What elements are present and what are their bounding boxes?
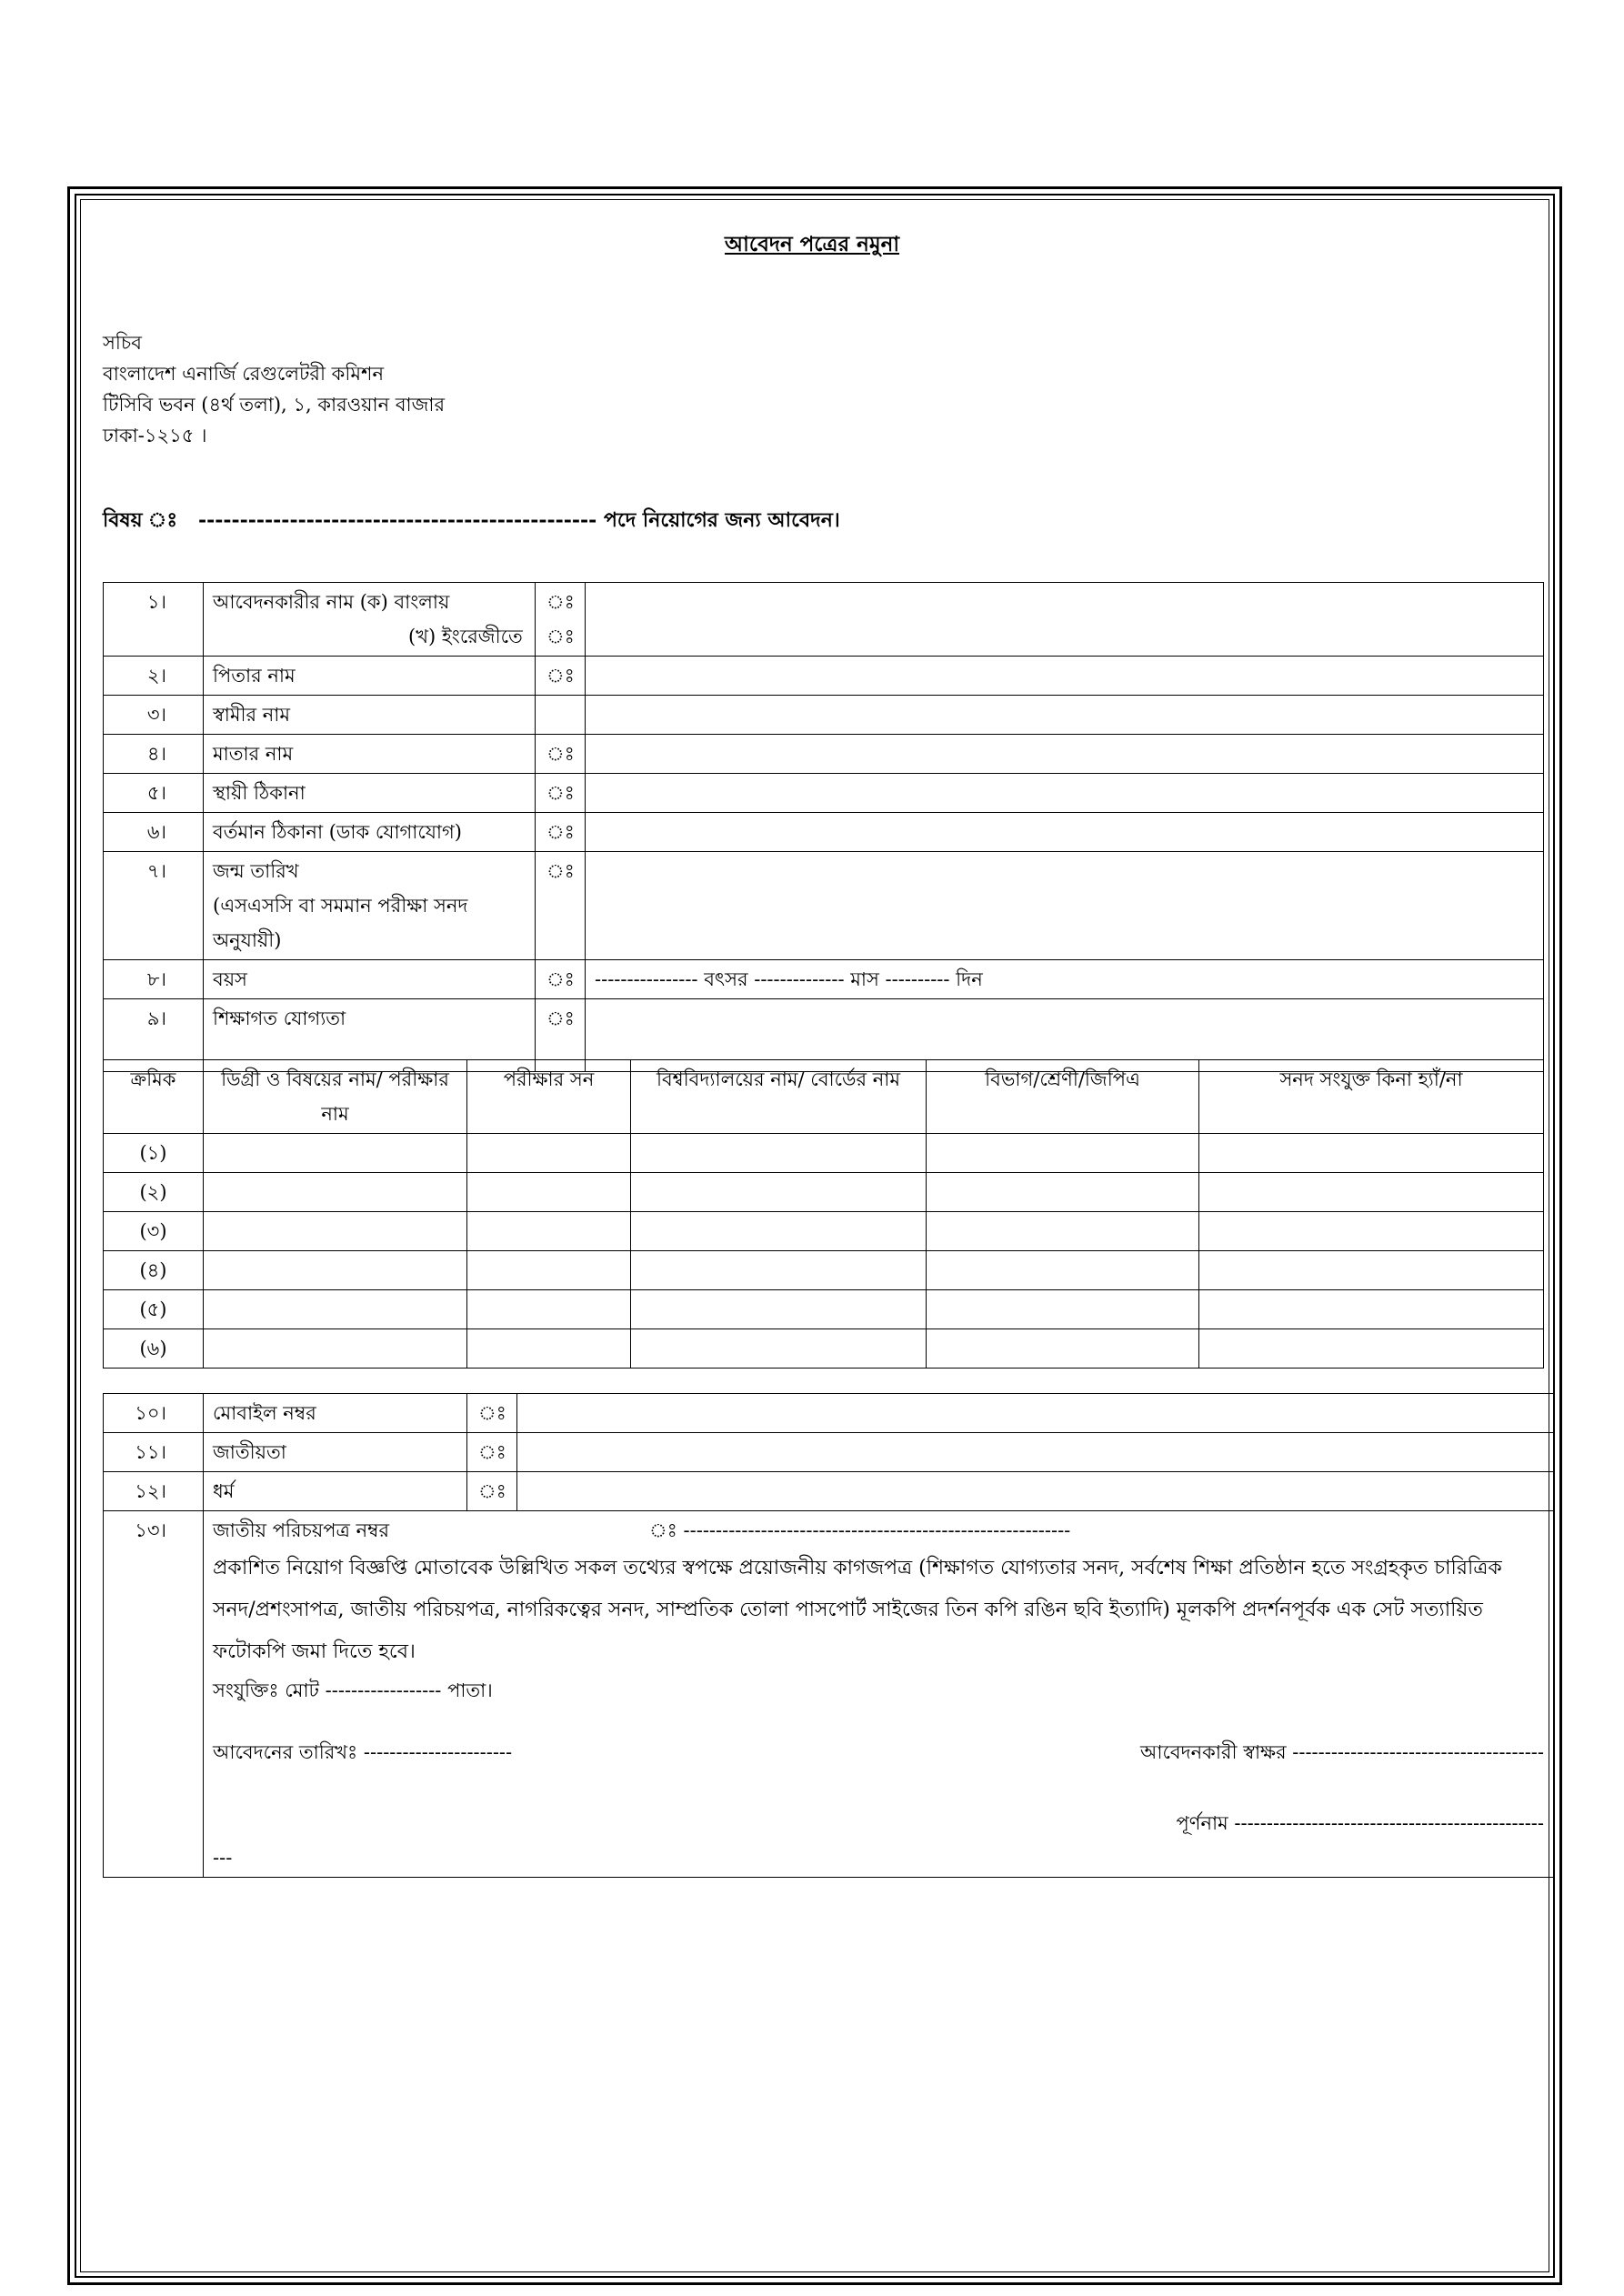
colon: ঃ: [536, 999, 586, 1072]
form-title: আবেদন পত্রের নমুনা: [725, 232, 899, 256]
column-header: বিভাগ/শ্রেণী/জিপিএ: [927, 1060, 1199, 1134]
contact-declaration-table: [103, 1393, 1554, 1878]
field-label: পিতার নাম: [204, 657, 536, 696]
field-label: আবেদনকারীর নাম (ক) বাংলায় (খ) ইংরেজীতে: [204, 583, 536, 657]
table-cell[interactable]: [927, 1134, 1199, 1173]
field-label: স্বামীর নাম: [204, 696, 536, 735]
religion-input[interactable]: [517, 1472, 1554, 1511]
signature-field[interactable]: আবেদনকারী স্বাক্ষর ---------------------------------------: [1139, 1741, 1544, 1763]
table-cell[interactable]: [1199, 1173, 1544, 1212]
colon: ঃ: [467, 1433, 517, 1472]
colon: ঃ: [536, 960, 586, 999]
row-number: ১।: [104, 583, 204, 657]
husband-name-input[interactable]: [586, 696, 1544, 735]
subject-text: ------------------------------------------------ পদে নিয়োগের জন্য আবেদন।: [198, 508, 840, 532]
address-line: টিসিবি ভবন (৪র্থ তলা), ১, কারওয়ান বাজার: [103, 394, 446, 416]
permanent-address-input[interactable]: [586, 774, 1544, 813]
table-cell[interactable]: [467, 1329, 631, 1369]
table-cell[interactable]: [927, 1290, 1199, 1329]
address-line: সচিব: [103, 332, 142, 354]
table-cell[interactable]: [467, 1173, 631, 1212]
table-cell[interactable]: [927, 1173, 1199, 1212]
table-cell[interactable]: [927, 1251, 1199, 1290]
table-row: [104, 1394, 1554, 1433]
table-row: [104, 1134, 1544, 1173]
serial-cell: (২): [104, 1173, 204, 1212]
column-header: পরীক্ষার সন: [467, 1060, 631, 1134]
colon: ঃ: [467, 1394, 517, 1433]
column-header: ক্রমিক: [104, 1060, 204, 1134]
field-label: জন্ম তারিখ (এসএসসি বা সমমান পরীক্ষা সনদ অনুযায়ী): [204, 852, 536, 960]
date-signature-row: [213, 1735, 1544, 1770]
declaration-text: প্রকাশিত নিয়োগ বিজ্ঞপ্তি মোতাবেক উল্লিখিত সকল তথ্যের স্বপক্ষে প্রয়োজনীয় কাগজপত্র (শিক্ষাগত যোগ্যতার সনদ, সর্বশেষ শিক্ষা প্রতিষ্ঠান হতে সংগ্রহকৃত চারিত্রিক সনদ/প্রশংসাপত্র, জাতীয় পরিচয়পত্র, নাগরিকত্বের সনদ, সাম্প্রতিক তোলা পাসপোর্ট সাইজের তিন কপি রঙিন ছবি ইত্যাদি) মূলকপি প্রদর্শনপূর্বক এক সেট সত্যায়িত ফটোকপি জমা দিতে হবে।: [213, 1557, 1502, 1663]
table-cell[interactable]: [631, 1212, 927, 1251]
table-cell[interactable]: [1199, 1212, 1544, 1251]
address-line: বাংলাদেশ এনার্জি রেগুলেটরী কমিশন: [103, 363, 384, 385]
table-cell[interactable]: [631, 1251, 927, 1290]
table-row: [104, 852, 1544, 960]
table-cell[interactable]: [204, 1212, 467, 1251]
field-label: স্থায়ী ঠিকানা: [204, 774, 536, 813]
column-header: ডিগ্রী ও বিষয়ের নাম/ পরীক্ষার নাম: [204, 1060, 467, 1134]
row-number: ৮।: [104, 960, 204, 999]
row-number: ৩।: [104, 696, 204, 735]
row-number: ৪।: [104, 735, 204, 774]
table-row: [104, 774, 1544, 813]
serial-cell: (৩): [104, 1212, 204, 1251]
table-cell[interactable]: [927, 1212, 1199, 1251]
table-cell[interactable]: [1199, 1251, 1544, 1290]
table-cell[interactable]: [204, 1173, 467, 1212]
table-row: [104, 813, 1544, 852]
row-number: ৬।: [104, 813, 204, 852]
table-cell[interactable]: [204, 1134, 467, 1173]
table-cell[interactable]: [1199, 1329, 1544, 1369]
colon: ঃ: [536, 813, 586, 852]
row-number: ৭।: [104, 852, 204, 960]
row-number: ১২।: [104, 1472, 204, 1511]
table-cell[interactable]: [467, 1290, 631, 1329]
name-input[interactable]: [586, 583, 1544, 657]
serial-cell: (১): [104, 1134, 204, 1173]
table-row: [104, 1290, 1544, 1329]
colon: ঃ ঃ: [536, 583, 586, 657]
serial-cell: (৪): [104, 1251, 204, 1290]
row-number: ১১।: [104, 1433, 204, 1472]
row-number: ১৩।: [104, 1511, 204, 1878]
serial-cell: (৬): [104, 1329, 204, 1369]
table-row: [104, 696, 1544, 735]
table-row: [104, 1472, 1554, 1511]
field-label: জাতীয়তা: [204, 1433, 467, 1472]
nid-and-declaration-cell: [204, 1511, 1554, 1878]
trailing-dashes: ---: [213, 1847, 233, 1869]
colon: ঃ: [536, 657, 586, 696]
nid-input[interactable]: ঃ ------------------------------------------------------------: [649, 1519, 1071, 1541]
mother-name-input[interactable]: [586, 735, 1544, 774]
table-header-row: [104, 1060, 1544, 1134]
table-row: [104, 1329, 1544, 1369]
present-address-input[interactable]: [586, 813, 1544, 852]
recipient-address: [103, 327, 445, 451]
father-name-input[interactable]: [586, 657, 1544, 696]
row-number: ৯।: [104, 999, 204, 1072]
table-row: [104, 1173, 1544, 1212]
colon: ঃ: [536, 735, 586, 774]
colon: ঃ: [536, 774, 586, 813]
field-label: জাতীয় পরিচয়পত্র নম্বর: [213, 1519, 390, 1541]
table-cell[interactable]: [927, 1329, 1199, 1369]
field-label: ধর্ম: [204, 1472, 467, 1511]
table-cell[interactable]: [204, 1251, 467, 1290]
subject-label: বিষয় ঃ: [103, 508, 178, 532]
table-cell[interactable]: [204, 1329, 467, 1369]
field-label: শিক্ষাগত যোগ্যতা: [204, 999, 536, 1072]
row-number: ৫।: [104, 774, 204, 813]
serial-cell: (৫): [104, 1290, 204, 1329]
table-cell[interactable]: [467, 1251, 631, 1290]
education-table: [103, 1059, 1544, 1369]
row-number: ১০।: [104, 1394, 204, 1433]
field-label: মাতার নাম: [204, 735, 536, 774]
field-label: মোবাইল নম্বর: [204, 1394, 467, 1433]
attachments-line: সংযুক্তিঃ মোট ------------------ পাতা।: [213, 1679, 493, 1701]
colon: [536, 696, 586, 735]
table-cell[interactable]: [631, 1173, 927, 1212]
address-line: ঢাকা-১২১৫ ।: [103, 425, 207, 446]
table-cell[interactable]: [1199, 1134, 1544, 1173]
table-row: [104, 1251, 1544, 1290]
table-row: [104, 1212, 1544, 1251]
table-cell[interactable]: [1199, 1290, 1544, 1329]
age-input[interactable]: ---------------- বৎসর -------------- মাস ---------- দিন: [586, 960, 1544, 999]
table-row: [104, 657, 1544, 696]
table-row: [104, 735, 1544, 774]
birth-date-input[interactable]: [586, 852, 1544, 960]
table-cell[interactable]: [467, 1212, 631, 1251]
table-row: [104, 1511, 1554, 1878]
row-number: ২।: [104, 657, 204, 696]
column-header: বিশ্ববিদ্যালয়ের নাম/ বোর্ডের নাম: [631, 1060, 927, 1134]
field-label: বর্তমান ঠিকানা (ডাক যোগাযোগ): [204, 813, 536, 852]
table-row: [104, 1433, 1554, 1472]
colon: ঃ: [467, 1472, 517, 1511]
nationality-input[interactable]: [517, 1433, 1554, 1472]
nid-line: [213, 1513, 1544, 1548]
table-cell[interactable]: [631, 1290, 927, 1329]
table-row: [104, 583, 1544, 657]
field-label: বয়স: [204, 960, 536, 999]
table-cell[interactable]: [204, 1290, 467, 1329]
mobile-number-input[interactable]: [517, 1394, 1554, 1433]
table-cell[interactable]: [467, 1134, 631, 1173]
application-date-field[interactable]: আবেদনের তারিখঃ -----------------------: [213, 1741, 513, 1763]
table-row: [104, 960, 1544, 999]
column-header: সনদ সংযুক্ত কিনা হ্যাঁ/না: [1199, 1060, 1544, 1134]
applicant-info-table: [103, 582, 1544, 1072]
table-cell[interactable]: [631, 1134, 927, 1173]
full-name-field[interactable]: পূর্ণনাম ------------------------------------------------: [1176, 1812, 1544, 1834]
colon: ঃ: [536, 852, 586, 960]
table-cell[interactable]: [631, 1329, 927, 1369]
subject-line: [103, 505, 840, 538]
